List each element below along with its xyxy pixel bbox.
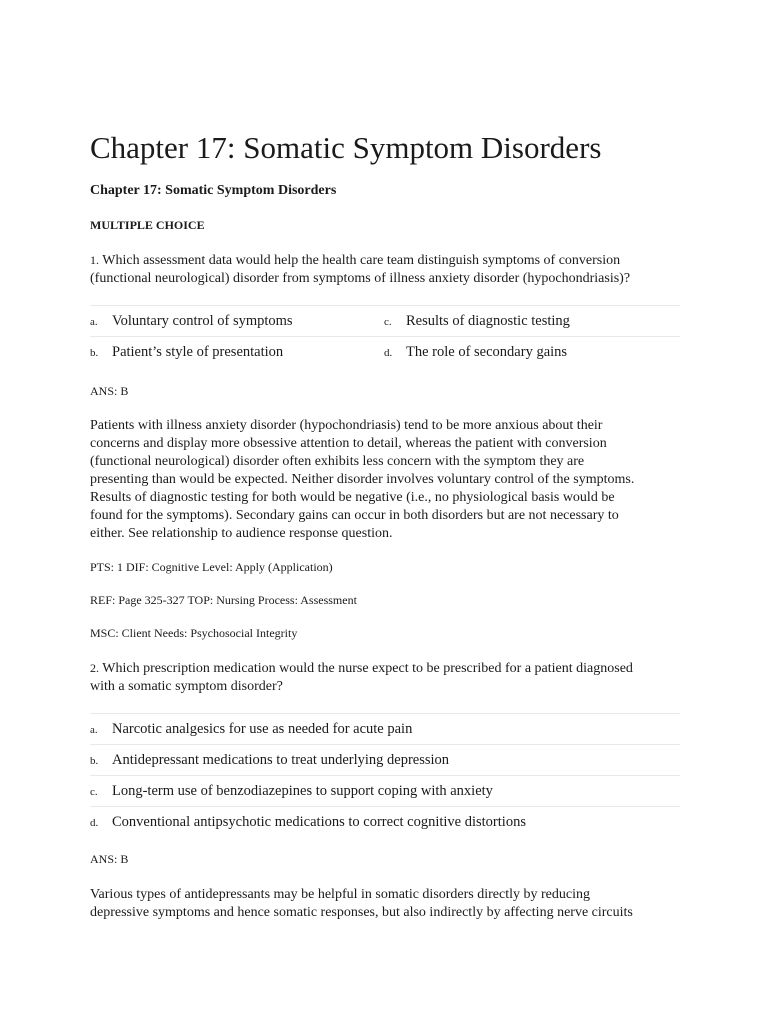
points-difficulty: PTS: 1 DIF: Cognitive Level: Apply (Application) (90, 560, 333, 574)
reference-topic: REF: Page 325-327 TOP: Nursing Process: Assessment (90, 593, 357, 607)
option-c[interactable] (90, 776, 493, 806)
option-letter: a. (90, 724, 98, 736)
question-2-options (90, 713, 680, 837)
section-label: MULTIPLE CHOICE (90, 218, 205, 232)
rationale-line: depressive symptoms and hence somatic responses, but also indirectly by affecting nerve circuits (90, 905, 633, 920)
option-d[interactable] (384, 337, 567, 367)
option-letter: b. (90, 347, 99, 359)
option-row (90, 806, 680, 837)
option-text: Narcotic analgesics for use as needed for acute pain (112, 721, 413, 737)
option-row (90, 305, 680, 336)
option-row (90, 775, 680, 806)
rationale-line: (functional neurological) disorder often exhibits less concern with the symptom they are (90, 454, 585, 469)
option-letter: c. (384, 316, 392, 328)
rationale-line: Patients with illness anxiety disorder (hypochondriasis) tend to be more anxious about their (90, 418, 603, 433)
answer-2: ANS: B (90, 852, 129, 866)
option-text: Results of diagnostic testing (406, 313, 570, 329)
option-letter: c. (90, 786, 98, 798)
option-b[interactable] (90, 337, 283, 367)
answer-1: ANS: B (90, 384, 129, 398)
option-text: Antidepressant medications to treat underlying depression (112, 752, 450, 768)
option-letter: d. (90, 817, 99, 829)
question-line: Which assessment data would help the health care team distinguish symptoms of conversion (102, 253, 621, 268)
chapter-heading: Chapter 17: Somatic Symptom Disorders (90, 183, 337, 198)
option-b[interactable] (90, 745, 449, 775)
option-text: The role of secondary gains (406, 344, 568, 360)
question-2-text (90, 659, 680, 696)
option-text: Conventional antipsychotic medications to correct cognitive distortions (112, 814, 526, 830)
rationale-line: concerns and display more obsessive attention to detail, whereas the patient with conversion (90, 436, 607, 451)
rationale-2 (90, 886, 680, 922)
option-letter: b. (90, 755, 99, 767)
client-needs: MSC: Client Needs: Psychosocial Integrity (90, 626, 298, 640)
question-line: Which prescription medication would the nurse expect to be prescribed for a patient diagnosed (102, 661, 633, 676)
question-line: with a somatic symptom disorder? (90, 679, 283, 694)
option-row (90, 713, 680, 744)
rationale-line: either. See relationship to audience response question. (90, 526, 393, 541)
document-title: Chapter 17: Somatic Symptom Disorders (90, 130, 602, 165)
option-letter: a. (90, 316, 98, 328)
rationale-line: presenting than would be expected. Neither disorder involves voluntary control of the symptoms. (90, 472, 635, 487)
option-a[interactable] (90, 306, 293, 336)
rationale-line: Results of diagnostic testing for both would be negative (i.e., no physiological basis would be (90, 490, 615, 505)
option-a[interactable] (90, 714, 412, 744)
question-1-options (90, 305, 680, 367)
question-1-text (90, 251, 680, 288)
option-text: Voluntary control of symptoms (112, 313, 293, 329)
option-d[interactable] (90, 807, 526, 837)
rationale-line: found for the symptoms). Secondary gains can occur in both disorders but are not necessary to (90, 508, 619, 523)
question-number: 2. (90, 661, 99, 675)
question-number: 1. (90, 253, 99, 267)
option-row (90, 744, 680, 775)
option-c[interactable] (384, 306, 570, 336)
option-text: Long-term use of benzodiazepines to support coping with anxiety (112, 783, 493, 799)
rationale-line: Various types of antidepressants may be helpful in somatic disorders directly by reducing (90, 887, 590, 902)
option-row (90, 336, 680, 367)
question-line: (functional neurological) disorder from symptoms of illness anxiety disorder (hypochondriasis)? (90, 271, 631, 286)
option-text: Patient’s style of presentation (112, 344, 284, 360)
rationale-1 (90, 417, 680, 543)
option-letter: d. (384, 347, 393, 359)
